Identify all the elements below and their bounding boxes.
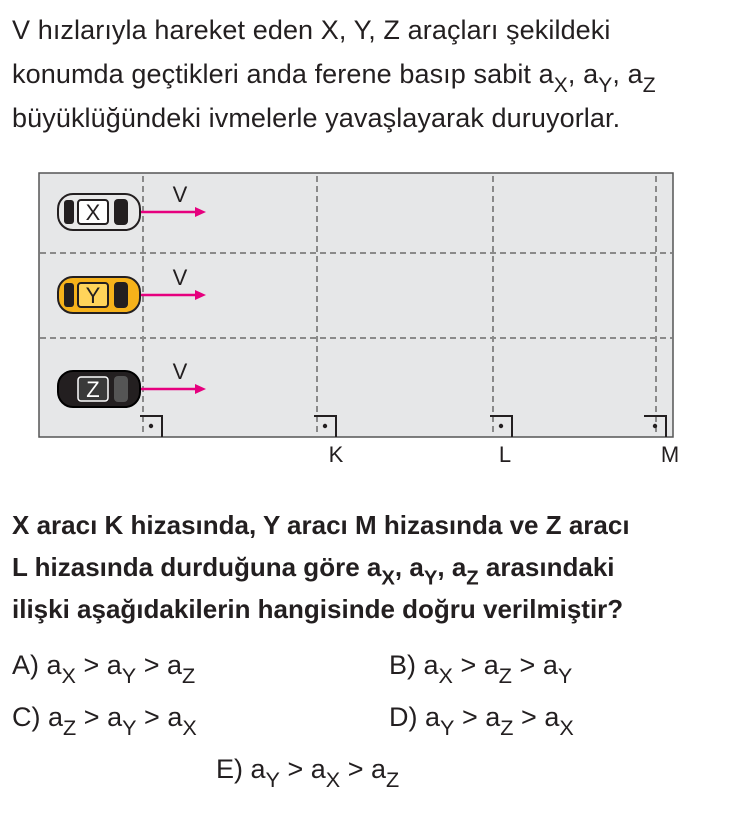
car-z	[58, 371, 140, 407]
car-x	[58, 194, 140, 230]
option-c[interactable]: C) $a_Z > a_Y > a_X$	[12, 702, 197, 741]
intro-line-1: V hızlarıyla hareket eden X, Y, Z araçları şekildeki	[12, 15, 611, 45]
car-y-label: Y	[85, 283, 101, 308]
symbol-az: $a_Z$	[451, 552, 479, 590]
velocity-label: V	[172, 265, 188, 290]
option-letter: D)	[389, 702, 418, 732]
velocity-label: V	[172, 182, 188, 207]
intro-paragraph	[12, 8, 728, 140]
option-letter: E)	[216, 754, 243, 784]
option-letter: B)	[389, 650, 416, 680]
road-diagram	[38, 172, 680, 467]
option-d[interactable]: D) $a_Y > a_Z > a_X$	[389, 702, 574, 741]
intro-line-2: konumda geçtikleri anda ferene basıp sabit $a_X$, $a_Y$, $a_Z$	[12, 59, 656, 97]
symbol-az: $a_Z$	[627, 59, 656, 97]
question-line-1: X aracı K hizasında, Y aracı M hizasında ve Z aracı	[12, 510, 630, 540]
option-e[interactable]: E) $a_Y > a_X > a_Z$	[216, 754, 400, 793]
intro-line-2-text: konumda geçtikleri anda ferene basıp sabit	[12, 59, 539, 89]
symbol-ay: $a_Y$	[583, 59, 613, 97]
option-b[interactable]: B) $a_X > a_Z > a_Y$	[389, 650, 573, 689]
car-z-label: Z	[86, 377, 100, 402]
road-figure	[38, 172, 680, 467]
option-letter: C)	[12, 702, 41, 732]
marker-k-label: K	[328, 442, 344, 467]
symbol-ax: $a_X$	[538, 59, 568, 97]
marker-m-label: M	[660, 442, 680, 467]
option-letter: A)	[12, 650, 39, 680]
car-x-label: X	[85, 200, 101, 225]
marker-l-label: L	[498, 442, 512, 467]
velocity-label: V	[172, 359, 188, 384]
symbol-ax: $a_X$	[366, 552, 395, 590]
car-y	[58, 277, 140, 313]
intro-line-3: büyüklüğündeki ivmelerle yavaşlayarak duruyorlar.	[12, 103, 621, 133]
question-line-2: L hizasında durduğuna göre $a_X$, $a_Y$, $a_Z$ arasındaki	[12, 552, 615, 590]
question-text	[12, 504, 728, 630]
question-line-3: ilişki aşağıdakilerin hangisinde doğru verilmiştir?	[12, 594, 624, 624]
symbol-ay: $a_Y$	[409, 552, 438, 590]
option-a[interactable]: A) $a_X > a_Y > a_Z$	[12, 650, 196, 689]
